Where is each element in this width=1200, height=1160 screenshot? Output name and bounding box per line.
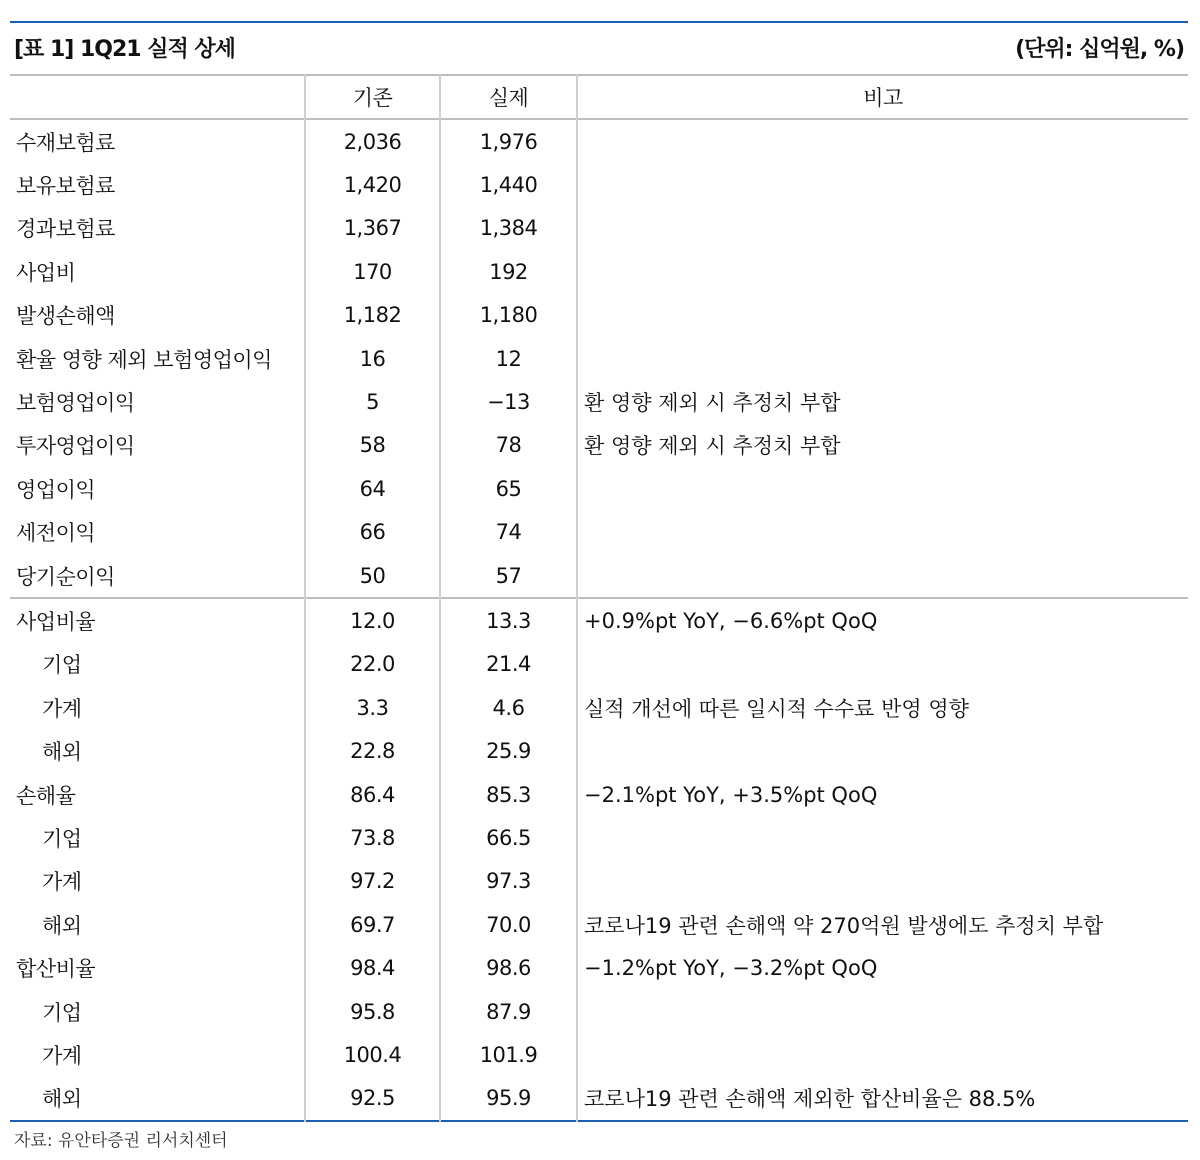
note-text [577,1033,1188,1076]
actual-value: 97.3 [440,860,577,903]
header-label [10,75,305,119]
row-label: 경과보험료 [16,217,115,242]
row-label: 보유보험료 [16,174,115,199]
actual-value: 74 [440,511,577,554]
table-row [10,380,1188,423]
prev-value: 2,036 [305,119,440,163]
table-row [10,119,1188,163]
note-text [577,729,1188,772]
actual-value: 21.4 [440,643,577,686]
row-label: 기업 [42,653,82,678]
row-label: 해외 [42,740,82,765]
row-label: 사업비 [16,260,76,285]
note-text [577,554,1188,598]
actual-value: 78 [440,424,577,467]
unit-label: (단위: 십억원, %) [1015,37,1184,62]
note-text: 실적 개선에 따른 일시적 수수료 반영 영향 [577,686,1188,729]
row-label: 해외 [42,913,82,938]
note-text [577,643,1188,686]
actual-value: 1,440 [440,163,577,206]
table-row [10,250,1188,293]
prev-value: 58 [305,424,440,467]
actual-value: 1,976 [440,119,577,163]
note-text: 코로나19 관련 손해액 약 270억원 발생에도 추정치 부합 [577,903,1188,946]
table-row [10,816,1188,859]
note-text: −1.2%pt YoY, −3.2%pt QoQ [577,946,1188,989]
prev-value: 22.8 [305,729,440,772]
table-row [10,1077,1188,1121]
note-text: −2.1%pt YoY, +3.5%pt QoQ [577,773,1188,816]
table-row [10,207,1188,250]
actual-value: −13 [440,380,577,423]
prev-value: 100.4 [305,1033,440,1076]
actual-value: 95.9 [440,1077,577,1121]
row-label: 영업이익 [16,477,96,502]
row-label: 당기순이익 [16,564,115,589]
row-label: 가계 [42,1043,82,1068]
actual-value: 13.3 [440,598,577,642]
table-row [10,686,1188,729]
top-rule [10,21,1188,23]
row-label: 손해율 [16,783,76,808]
table-row [10,643,1188,686]
prev-value: 69.7 [305,903,440,946]
prev-value: 50 [305,554,440,598]
prev-value: 16 [305,337,440,380]
note-text [577,250,1188,293]
actual-value: 87.9 [440,990,577,1033]
note-text [577,860,1188,903]
table-row [10,294,1188,337]
table-row [10,860,1188,903]
actual-value: 66.5 [440,816,577,859]
actual-value: 4.6 [440,686,577,729]
note-text: +0.9%pt YoY, −6.6%pt QoQ [577,598,1188,642]
prev-value: 97.2 [305,860,440,903]
prev-value: 64 [305,467,440,510]
row-label: 해외 [42,1087,82,1112]
header-note: 비고 [577,75,1188,119]
row-label: 가계 [42,696,82,721]
note-text [577,511,1188,554]
table-row [10,903,1188,946]
table-row [10,946,1188,989]
actual-value: 98.6 [440,946,577,989]
row-label: 기업 [42,1000,82,1025]
actual-value: 65 [440,467,577,510]
note-text: 환 영향 제외 시 추정치 부합 [577,380,1188,423]
table-row [10,598,1188,642]
actual-value: 25.9 [440,729,577,772]
prev-value: 92.5 [305,1077,440,1121]
note-text [577,207,1188,250]
row-label: 기업 [42,826,82,851]
actual-value: 85.3 [440,773,577,816]
note-text [577,990,1188,1033]
prev-value: 1,420 [305,163,440,206]
note-text: 환 영향 제외 시 추정치 부합 [577,424,1188,467]
header-row [10,75,1188,119]
prev-value: 12.0 [305,598,440,642]
prev-value: 73.8 [305,816,440,859]
row-label: 투자영업이익 [16,434,135,459]
header-prev: 기존 [305,75,440,119]
prev-value: 22.0 [305,643,440,686]
actual-value: 192 [440,250,577,293]
table-row [10,163,1188,206]
table-row [10,467,1188,510]
table-row [10,511,1188,554]
row-label: 합산비율 [16,957,96,982]
table-row [10,990,1188,1033]
actual-value: 1,384 [440,207,577,250]
row-label: 가계 [42,870,82,895]
table-row [10,1033,1188,1076]
row-label: 세전이익 [16,521,96,546]
row-label: 수재보험료 [16,130,115,155]
prev-value: 1,367 [305,207,440,250]
row-label: 환율 영향 제외 보험영업이익 [16,347,272,372]
actual-value: 12 [440,337,577,380]
prev-value: 170 [305,250,440,293]
source-note: 자료: 유안타증권 리서치센터 [14,1131,228,1151]
note-text [577,163,1188,206]
table-title: [표 1] 1Q21 실적 상세 [14,37,235,62]
note-text [577,467,1188,510]
row-label: 보험영업이익 [16,391,135,416]
note-text [577,119,1188,163]
note-text [577,816,1188,859]
prev-value: 3.3 [305,686,440,729]
header-actual: 실제 [440,75,577,119]
table-row [10,554,1188,598]
actual-value: 1,180 [440,294,577,337]
table-row [10,337,1188,380]
prev-value: 1,182 [305,294,440,337]
row-label: 사업비율 [16,609,96,634]
prev-value: 5 [305,380,440,423]
table-row [10,773,1188,816]
actual-value: 101.9 [440,1033,577,1076]
prev-value: 66 [305,511,440,554]
prev-value: 98.4 [305,946,440,989]
prev-value: 95.8 [305,990,440,1033]
actual-value: 70.0 [440,903,577,946]
row-label: 발생손해액 [16,304,115,329]
note-text [577,294,1188,337]
actual-value: 57 [440,554,577,598]
table-row [10,729,1188,772]
note-text: 코로나19 관련 손해액 제외한 합산비율은 88.5% [577,1077,1188,1121]
prev-value: 86.4 [305,773,440,816]
table-row [10,424,1188,467]
note-text [577,337,1188,380]
results-table [10,74,1188,1122]
